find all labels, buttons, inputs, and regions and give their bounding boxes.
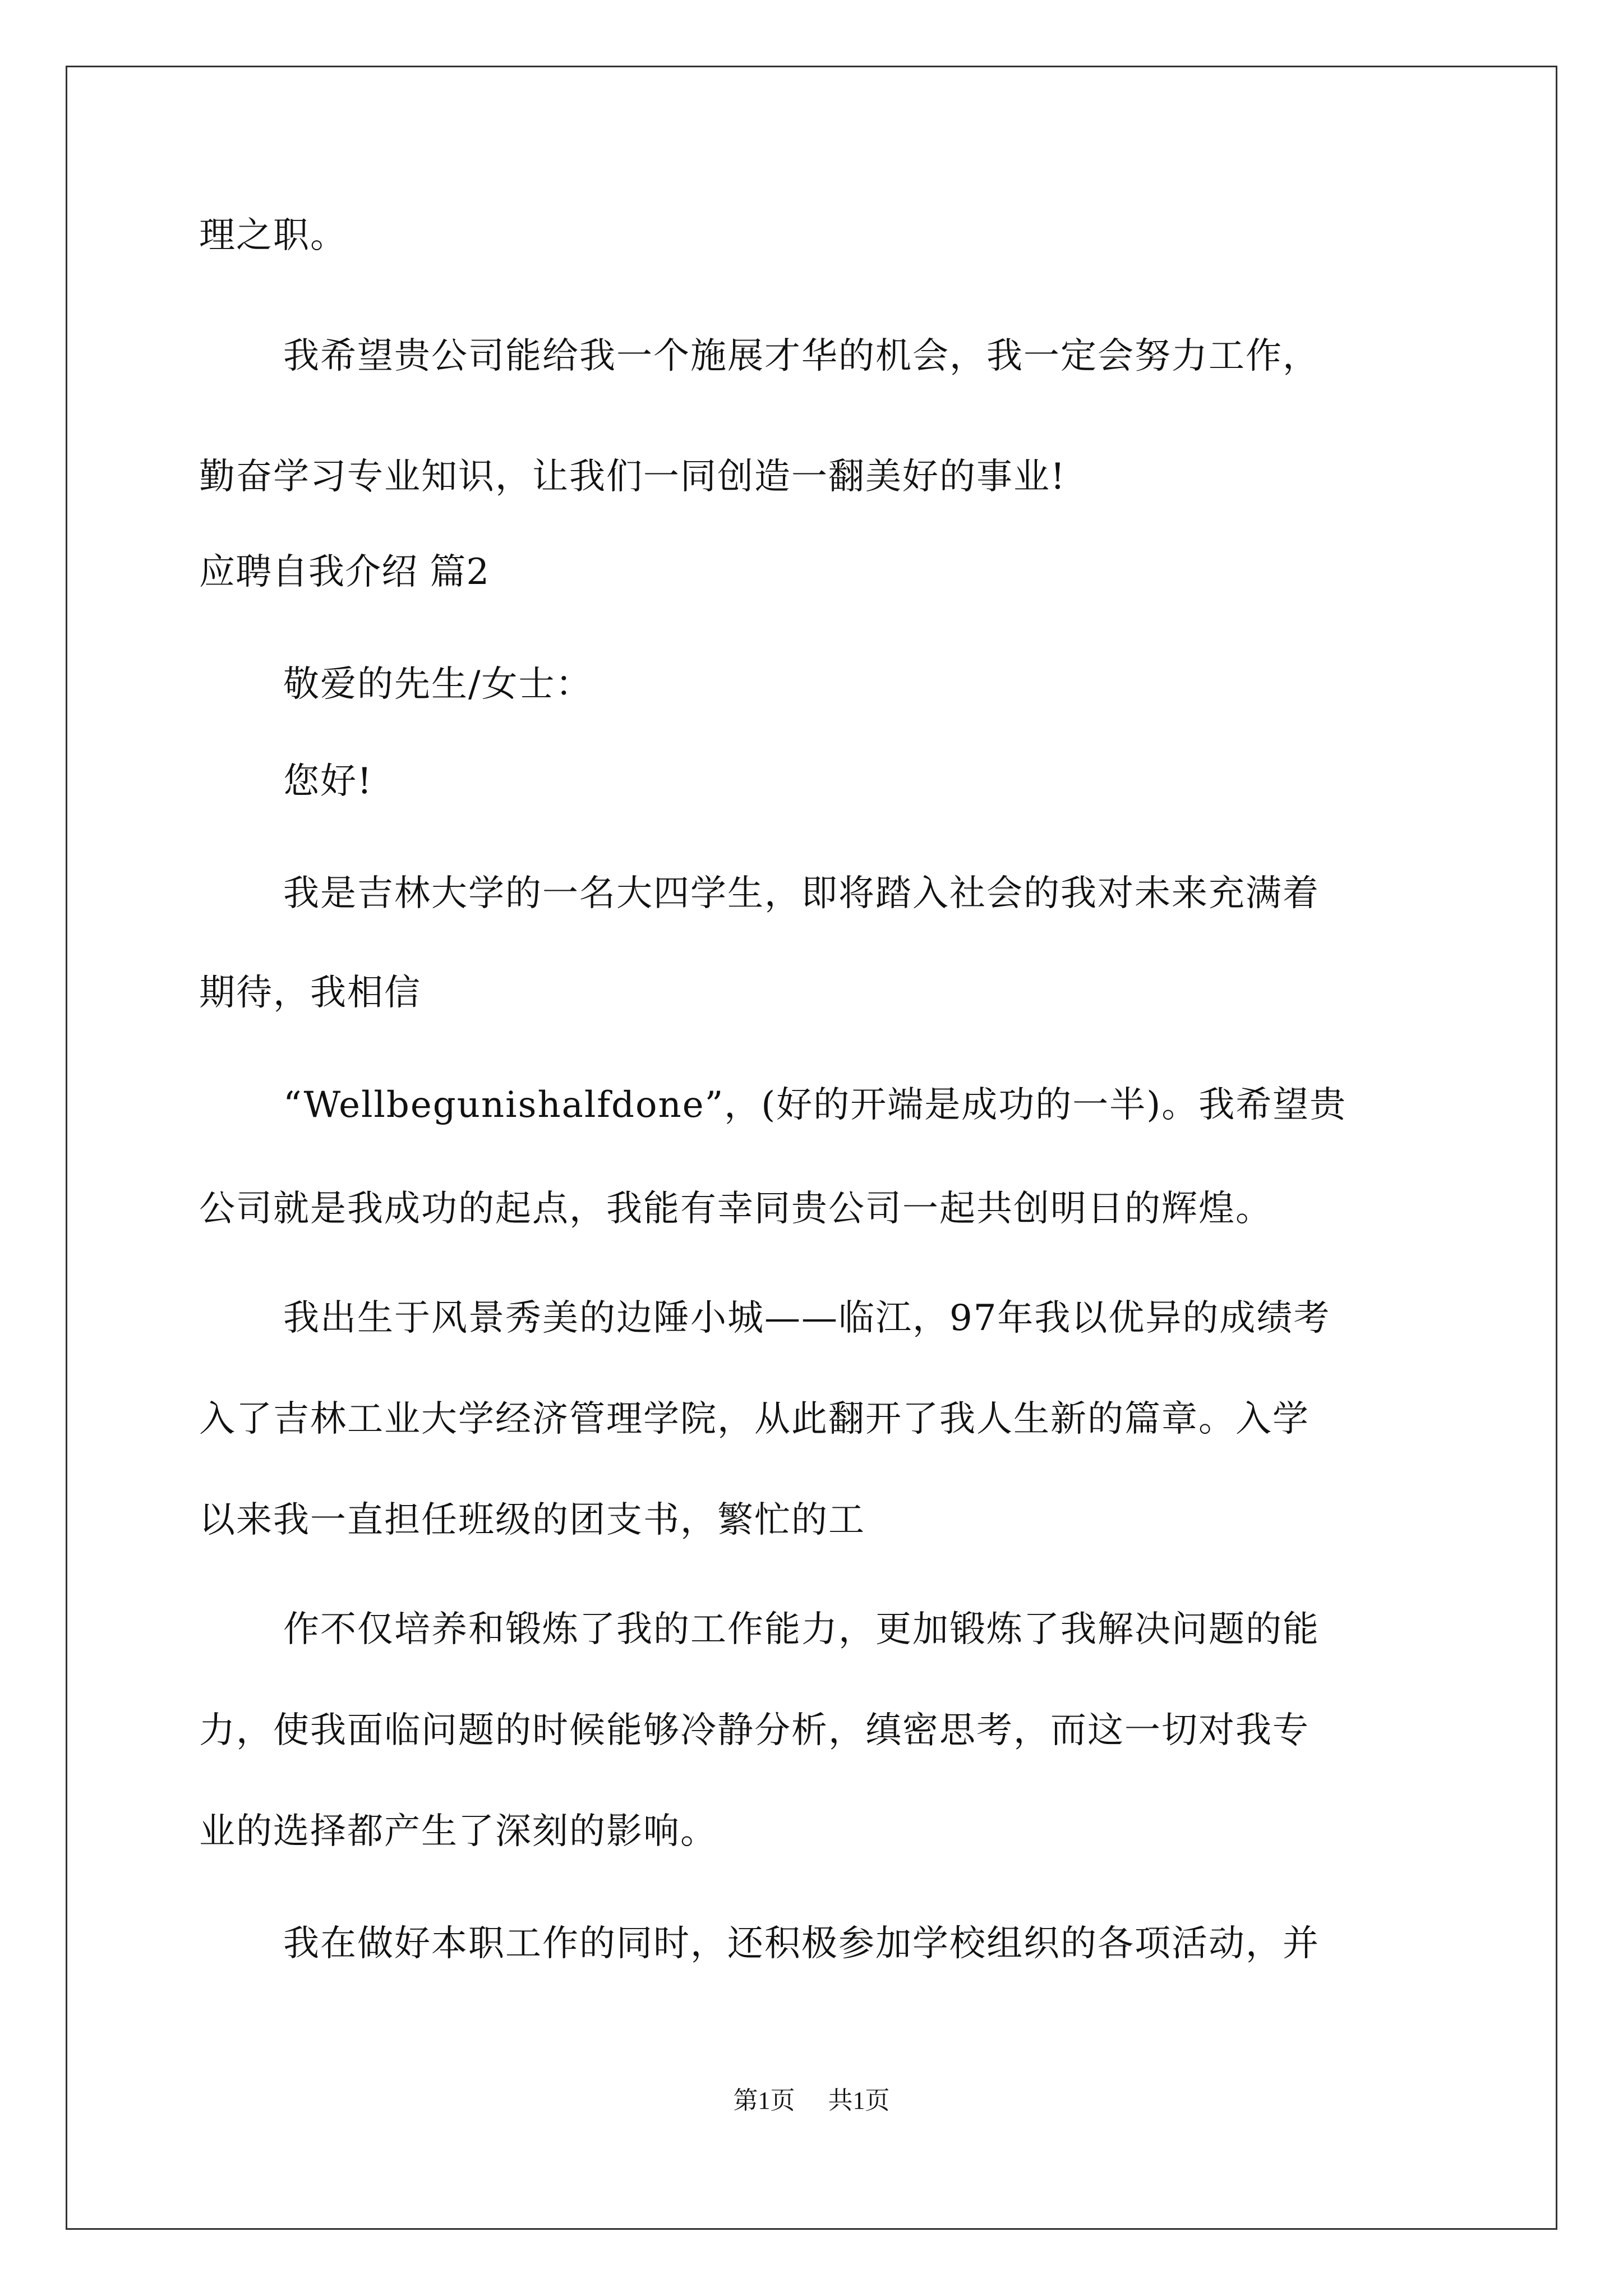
text-line: 力，使我面临问题的时候能够冷静分析，缜密思考，而这一切对我专 (199, 1710, 1310, 1751)
text-line: 我是吉林大学的一名大四学生，即将踏入社会的我对未来充满着 (283, 873, 1320, 914)
text-line: 我在做好本职工作的同时，还积极参加学校组织的各项活动，并 (283, 1923, 1320, 1964)
salutation: 敬爱的先生/女士： (283, 664, 593, 705)
text-line: 入了吉林工业大学经济管理学院，从此翻开了我人生新的篇章。入学 (199, 1398, 1310, 1440)
text-line: 理之职。 (199, 215, 347, 256)
text-line: 期待，我相信 (199, 972, 421, 1014)
text-line: 公司就是我成功的起点，我能有幸同贵公司一起共创明日的辉煌。 (199, 1188, 1272, 1230)
text-line: 勤奋学习专业知识，让我们一同创造一翻美好的事业! (199, 456, 1066, 498)
section-heading: 应聘自我介绍 篇2 (199, 551, 490, 593)
page-border (66, 66, 1557, 2230)
text-line: 我希望贵公司能给我一个施展才华的机会，我一定会努力工作， (283, 335, 1320, 377)
greeting: 您好! (283, 761, 373, 802)
text-line: 我出生于风景秀美的边陲小城——临江，97年我以优异的成绩考 (283, 1297, 1331, 1339)
page-number: 第1页 (733, 2087, 795, 2114)
page-total: 共1页 (828, 2087, 890, 2114)
page-footer (0, 2084, 1623, 2118)
text-line: 业的选择都产生了深刻的影响。 (199, 1811, 717, 1852)
text-line: 作不仅培养和锻炼了我的工作能力，更加锻炼了我解决问题的能 (283, 1609, 1320, 1650)
text-line: “Wellbegunishalfdone”，(好的开端是成功的一半)。我希望贵 (283, 1084, 1347, 1126)
text-line: 以来我一直担任班级的团支书，繁忙的工 (199, 1499, 865, 1541)
